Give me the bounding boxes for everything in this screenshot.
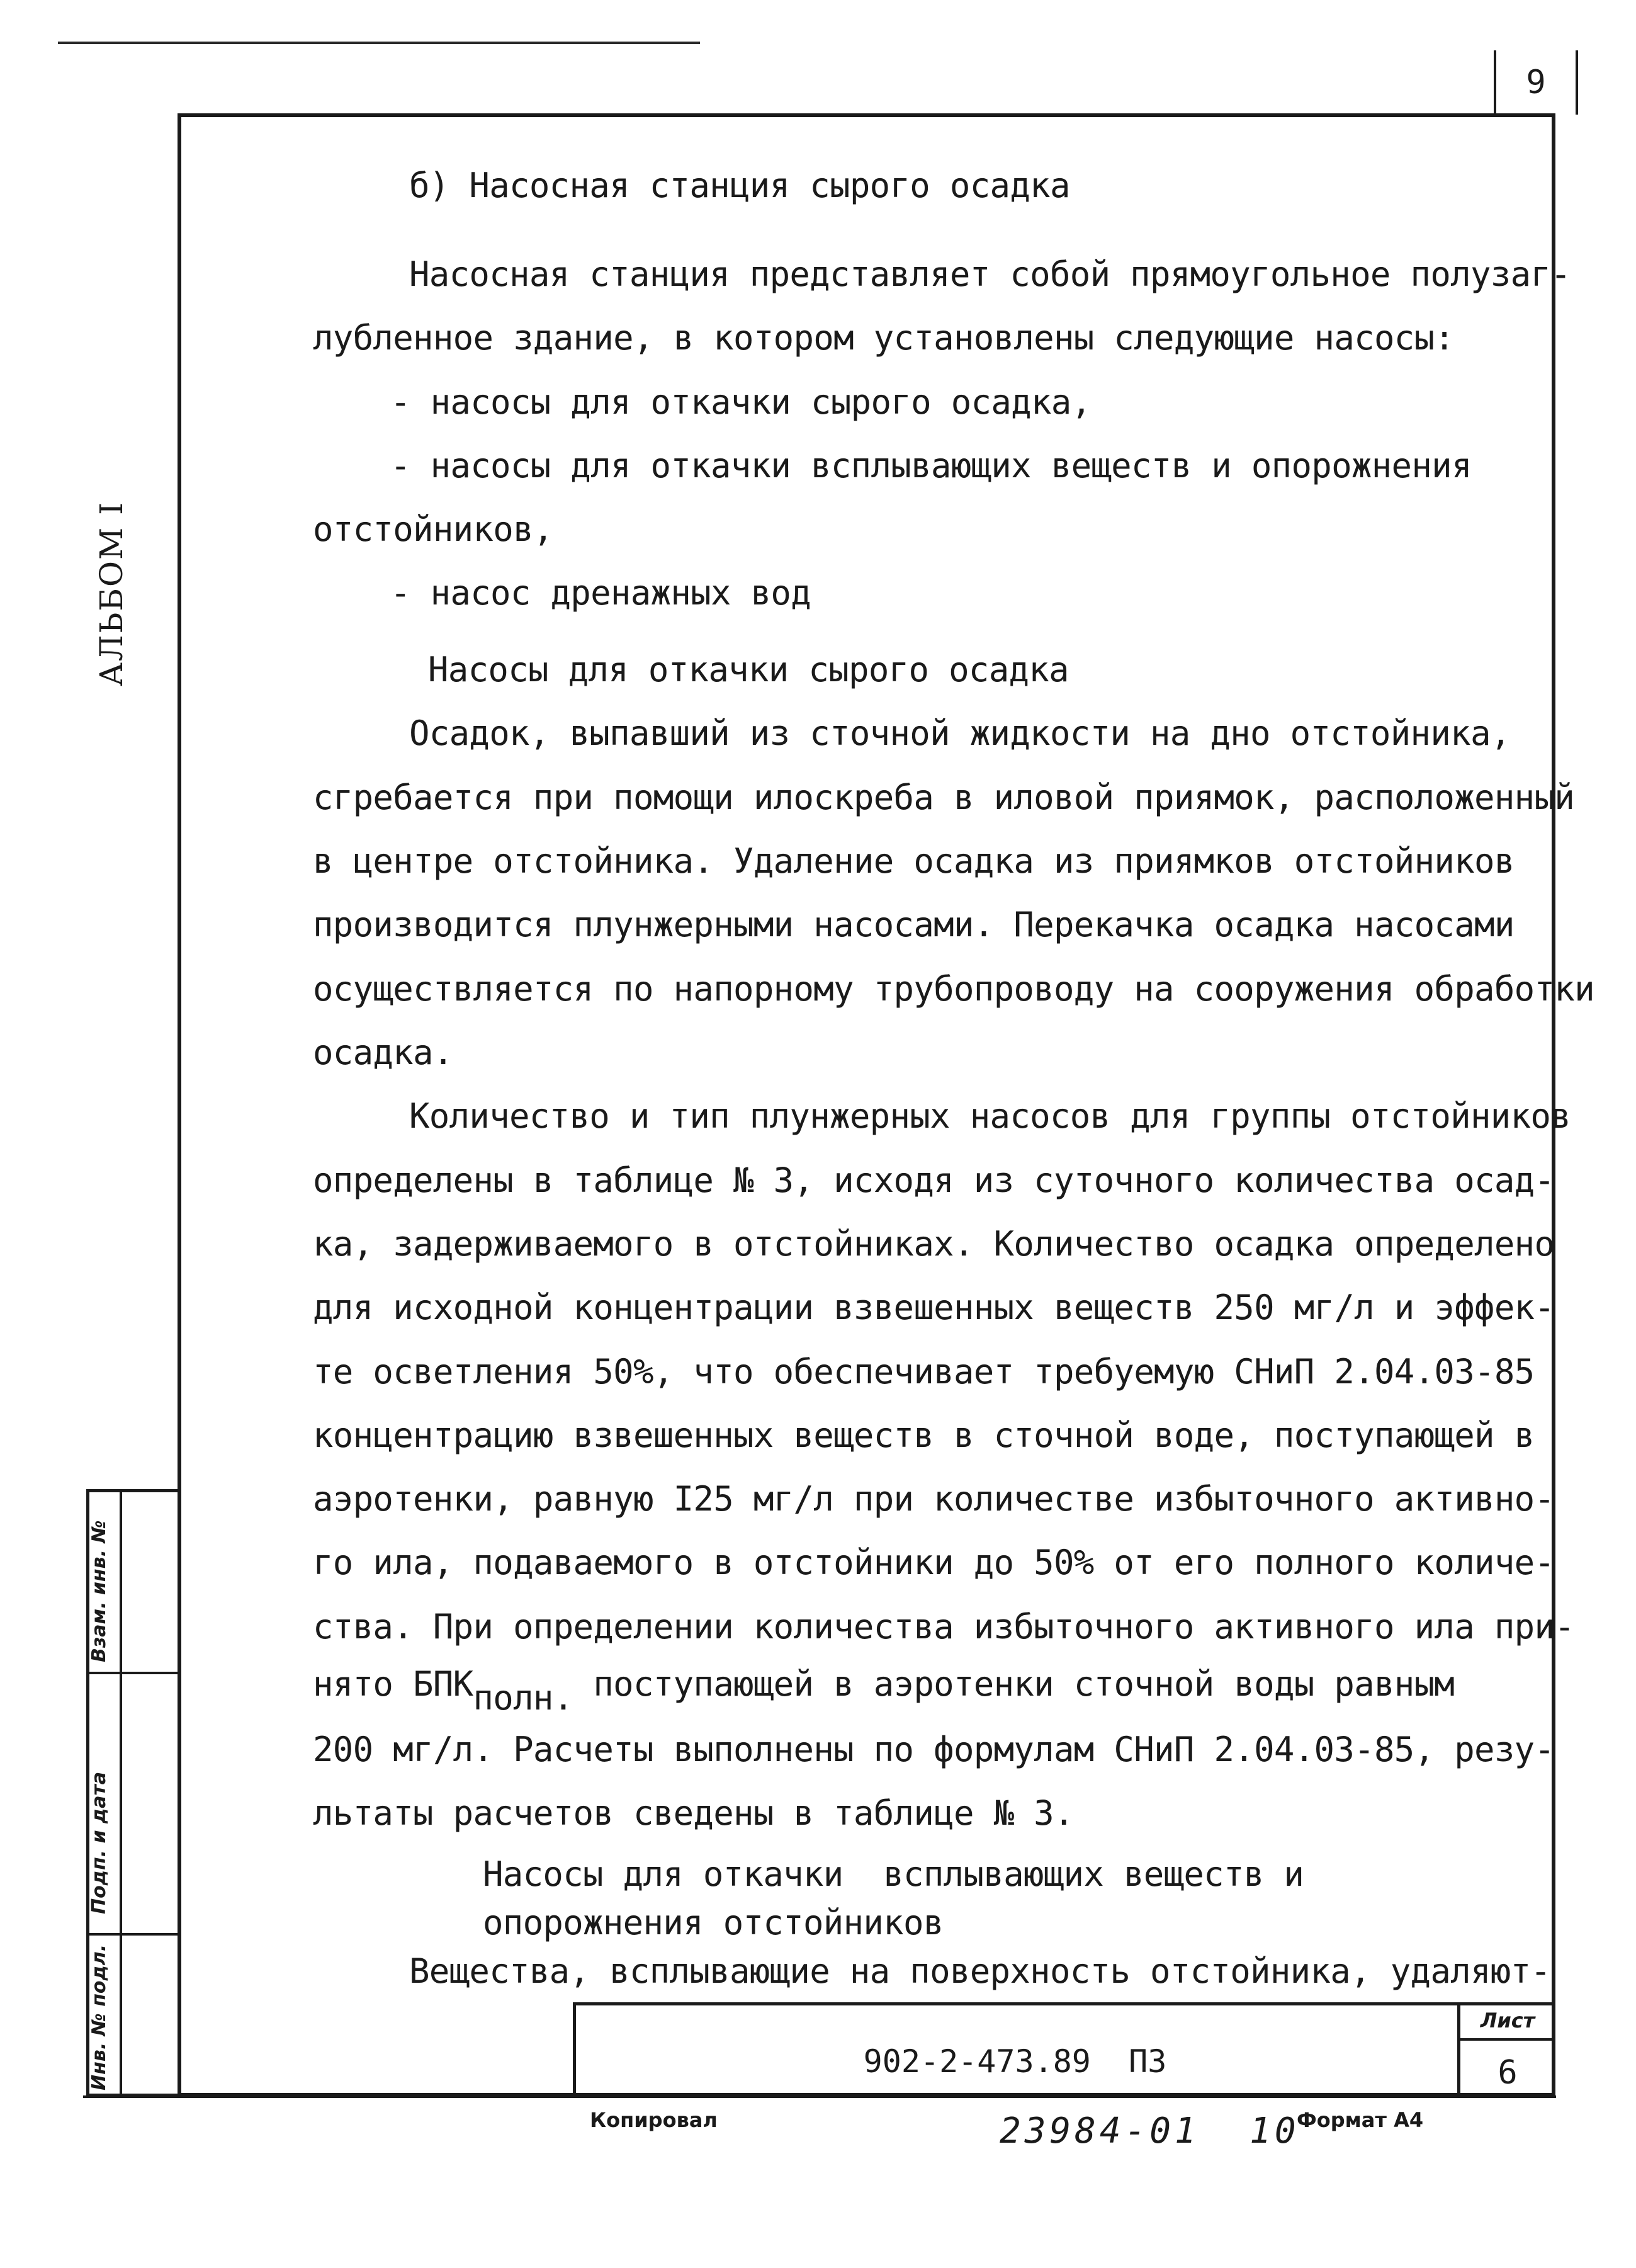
bpk-subscript: полн. — [473, 1678, 573, 1718]
paragraph-line: осадка. — [313, 1033, 453, 1072]
paragraph-line: лубленное здание, в котором установлены следующие насосы: — [313, 318, 1455, 358]
list-item: - насосы для откачки всплывающих веществ и опорожнения — [390, 446, 1472, 485]
side-stamp-divider — [86, 1933, 178, 1936]
bottom-rule — [83, 2095, 1556, 2098]
side-label-replacement-inv: Взам. инв. № — [88, 1520, 110, 1662]
sheet-number: 6 — [1498, 2054, 1518, 2092]
album-label: АЛЬБОМ I — [93, 501, 130, 686]
bpk-rest: поступающей в аэротенки сточной воды равным — [573, 1664, 1455, 1704]
paragraph-line: го ила, подаваемого в отстойники до 50% от его полного количе- — [313, 1543, 1555, 1582]
paragraph-line: Насосная станция представляет собой прямоугольное полузаг- — [409, 254, 1571, 294]
list-item: - насосы для откачки сырого осадка, — [390, 382, 1092, 422]
top-rule — [58, 42, 700, 44]
archive-number: 23984-01 10 — [1000, 2111, 1300, 2152]
format-label: Формат А4 — [1297, 2108, 1424, 2132]
paragraph-line: ка, задерживаемого в отстойниках. Количество осадка определено — [313, 1224, 1555, 1264]
paragraph-line: Осадок, выпавший из сточной жидкости на дно отстойника, — [409, 713, 1511, 753]
paragraph-line: в центре отстойника. Удаление осадка из приямков отстойников — [313, 841, 1515, 881]
paragraph-line: концентрацию взвешенных веществ в сточной воде, поступающей в — [313, 1415, 1535, 1455]
paragraph-line: Количество и тип плунжерных насосов для группы отстойников — [409, 1096, 1571, 1136]
paragraph-line: Вещества, всплывающие на поверхность отстойника, удаляют- — [409, 1951, 1551, 1991]
list-item: - насос дренажных вод — [390, 573, 811, 613]
side-label-signature-date: Подп. и дата — [88, 1771, 110, 1914]
paragraph-line: льтаты расчетов сведены в таблице № 3. — [313, 1793, 1074, 1833]
side-label-original-inv: Инв. № подл. — [88, 1944, 110, 2090]
document-code: 902-2-473.89 ПЗ — [863, 2043, 1167, 2080]
paragraph-line: ства. При определении количества избыточного активного ила при- — [313, 1607, 1575, 1647]
subheading: опорожнения отстойников — [483, 1903, 944, 1942]
paragraph-line: для исходной концентрации взвешенных веществ 250 мг/л и эффек- — [313, 1288, 1555, 1327]
paragraph-line: определены в таблице № 3, исходя из суточного количества осад- — [313, 1160, 1555, 1200]
section-heading: б) Насосная станция сырого осадка — [409, 166, 1070, 205]
list-item: отстойников, — [313, 509, 553, 549]
copied-by-label: Копировал — [590, 2108, 718, 2132]
paragraph-line: те осветления 50%, что обеспечивает требуемую СНиП 2.04.03-85 — [313, 1352, 1535, 1392]
sheet-label: Лист — [1480, 2009, 1535, 2033]
side-stamp-divider — [86, 1672, 178, 1674]
title-block-divider — [1457, 2038, 1555, 2041]
bpk-term: нято БПК — [313, 1664, 473, 1704]
subheading: Насосы для откачки всплывающих веществ и — [483, 1854, 1304, 1894]
paragraph-line: 200 мг/л. Расчеты выполнены по формулам СНиП 2.04.03-85, резу- — [313, 1730, 1555, 1769]
page-number: 9 — [1494, 50, 1578, 115]
paragraph-line: аэротенки, равную I25 мг/л при количестве избыточного активно- — [313, 1479, 1555, 1519]
paragraph-line — [313, 1664, 1455, 1718]
paragraph-line: сгребается при помощи илоскреба в иловой приямок, расположенный — [313, 778, 1575, 817]
paragraph-line: осуществляется по напорному трубопроводу на сооружения обработки — [313, 969, 1594, 1009]
side-stamp-divider — [120, 1489, 122, 2097]
paragraph-line: производится плунжерными насосами. Перекачка осадка насосами — [313, 905, 1515, 944]
subheading: Насосы для откачки сырого осадка — [428, 650, 1069, 689]
